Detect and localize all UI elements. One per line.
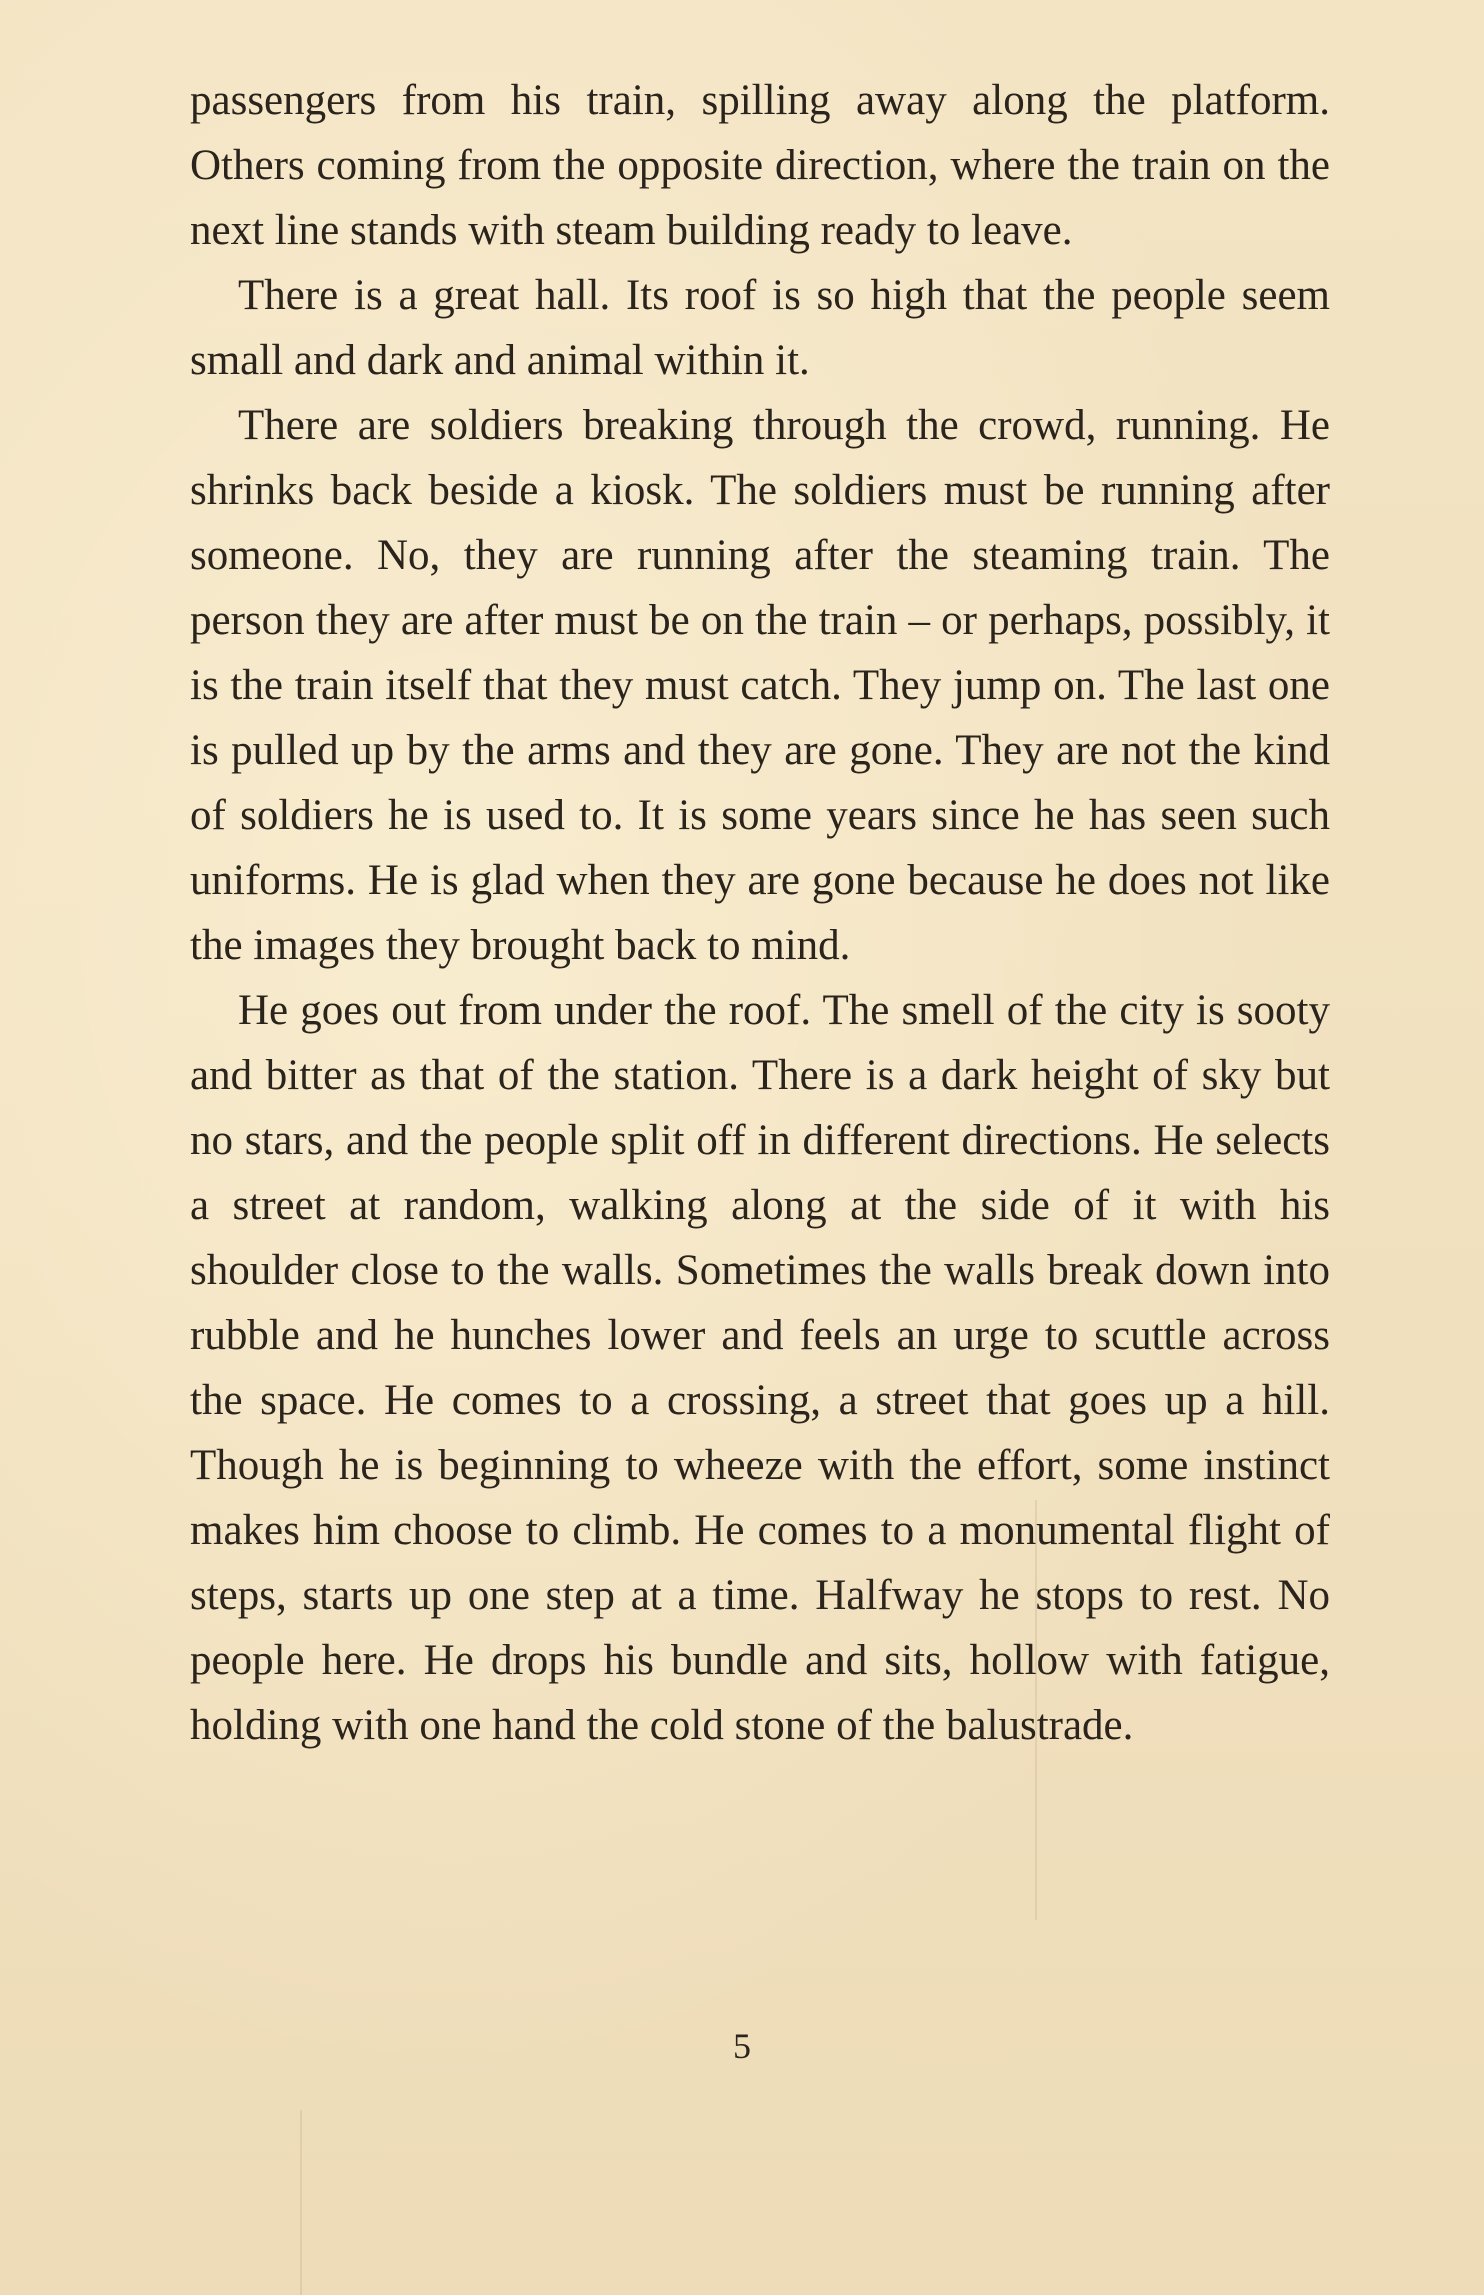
page-number: 5 (733, 2026, 751, 2066)
body-text (190, 68, 1330, 1758)
paragraph: passengers from his train, spilling away along the platform. Others coming from the opposite direction, where the train on the next line stands with steam building ready to leave. (190, 77, 1330, 254)
paragraph: There is a great hall. Its roof is so high that the people seem small and dark and animal within it. (190, 272, 1330, 384)
paragraph: There are soldiers breaking through the crowd, running. He shrinks back beside a kiosk. The soldiers must be running after someone. No, they are running after the steaming train. The person they are after must be on the train – or perhaps, possibly, it is the train itself that they must catch. They jump on. The last one is pulled up by the arms and they are gone. They are not the kind of soldiers he is used to. It is some years since he has seen such uniforms. He is glad when they are gone because he does not like the images they brought back to mind. (190, 402, 1330, 969)
paper-crease (300, 2110, 302, 2295)
paragraph: He goes out from under the roof. The smell of the city is sooty and bitter as that of the station. There is a dark height of sky but no stars, and the people split off in different directions. He selects a street at random, walking along at the side of it with his shoulder close to the walls. Sometimes the walls break down into rubble and he hunches lower and feels an urge to scuttle across the space. He comes to a crossing, a street that goes up a hill. Though he is beginning to wheeze with the effort, some instinct makes him choose to climb. He comes to a monumental flight of steps, starts up one step at a time. Halfway he stops to rest. No people here. He drops his bundle and sits, hollow with fatigue, holding with one hand the cold stone of the balustrade. (190, 987, 1330, 1749)
